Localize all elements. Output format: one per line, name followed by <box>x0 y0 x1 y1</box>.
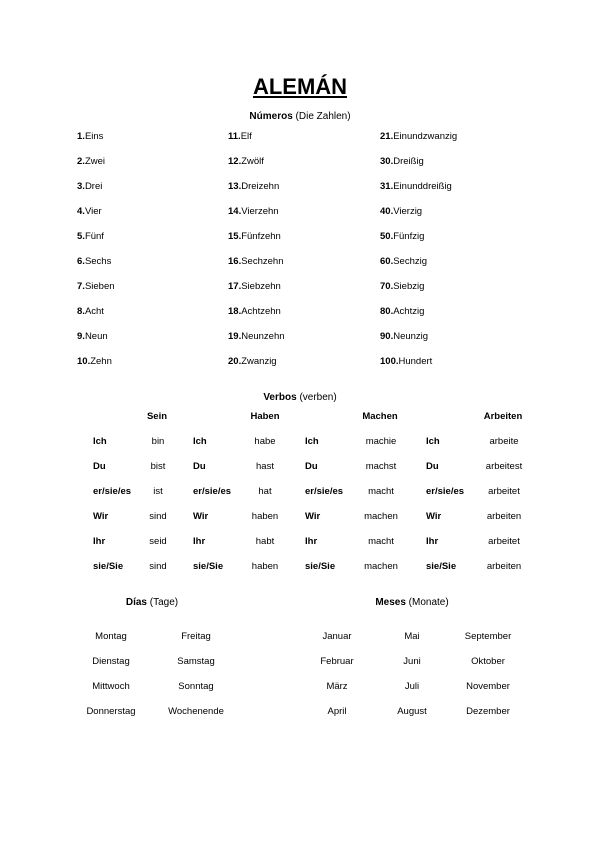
verb-header: Haben <box>250 411 280 422</box>
days-heading <box>126 597 178 608</box>
number-digit: 9. <box>77 331 85 342</box>
verb-pronoun: Du <box>193 461 206 472</box>
number-digit: 14. <box>228 206 242 217</box>
number-word: Neunzehn <box>241 331 285 342</box>
month-item: August <box>397 706 427 717</box>
verb-form: arbeitet <box>488 486 520 497</box>
number-item <box>228 331 285 342</box>
month-item: Dezember <box>466 706 510 717</box>
number-word: Elf <box>240 131 252 142</box>
number-item <box>228 256 283 267</box>
day-item: Montag <box>95 631 127 642</box>
number-item <box>77 306 104 317</box>
verb-form: machst <box>365 461 397 472</box>
day-item: Dienstag <box>92 656 130 667</box>
number-digit: 10. <box>77 356 91 367</box>
month-item: Januar <box>322 631 352 642</box>
number-digit: 15. <box>228 231 242 242</box>
verb-pronoun: Ich <box>93 436 107 447</box>
number-item <box>77 331 108 342</box>
verb-form: arbeitest <box>485 461 523 472</box>
number-item <box>228 281 281 292</box>
verb-form: macht <box>368 486 394 497</box>
number-word: Zwölf <box>241 156 264 167</box>
verb-form: machie <box>365 436 397 447</box>
verb-form: macht <box>368 536 394 547</box>
verb-form: haben <box>251 511 279 522</box>
number-digit: 70. <box>380 281 394 292</box>
number-digit: 7. <box>77 281 85 292</box>
number-word: Siebzehn <box>241 281 281 292</box>
verb-form: seid <box>149 536 167 547</box>
day-item: Freitag <box>181 631 211 642</box>
number-item <box>380 181 452 192</box>
number-digit: 80. <box>380 306 394 317</box>
verb-pronoun: Wir <box>93 511 109 522</box>
numbers-heading <box>0 111 600 122</box>
number-digit: 90. <box>380 331 394 342</box>
day-item: Wochenende <box>168 706 224 717</box>
verb-form: hat <box>258 486 272 497</box>
number-digit: 12. <box>228 156 242 167</box>
verb-form: arbeite <box>489 436 519 447</box>
verb-pronoun: Ich <box>426 436 440 447</box>
verb-form: arbeitet <box>488 536 520 547</box>
number-word: Vier <box>84 206 102 217</box>
number-word: Sechs <box>84 256 112 267</box>
verb-pronoun: er/sie/es <box>305 486 344 497</box>
verb-pronoun: Du <box>93 461 106 472</box>
days-heading-sub: (Tage) <box>147 597 179 608</box>
number-item <box>77 181 102 192</box>
verbs-heading-sub: (verben) <box>296 392 337 403</box>
number-word: Sechzehn <box>241 256 284 267</box>
number-item <box>77 356 112 367</box>
days-heading-label: Días <box>125 597 147 608</box>
verb-form: ist <box>153 486 163 497</box>
verb-form: machen <box>364 511 398 522</box>
number-digit: 16. <box>228 256 242 267</box>
month-item: Februar <box>320 656 354 667</box>
number-item <box>228 206 279 217</box>
number-digit: 8. <box>77 306 85 317</box>
day-item: Donnerstag <box>86 706 136 717</box>
number-digit: 6. <box>77 256 85 267</box>
verb-form: habt <box>255 536 275 547</box>
numbers-heading-sub: (Die Zahlen) <box>292 111 351 122</box>
number-digit: 19. <box>228 331 242 342</box>
number-word: Einunddreißig <box>393 181 452 192</box>
number-item <box>380 131 457 142</box>
number-item <box>380 231 424 242</box>
verb-pronoun: Du <box>426 461 439 472</box>
number-digit: 60. <box>380 256 394 267</box>
number-word: Vierzehn <box>241 206 279 217</box>
number-digit: 11. <box>228 131 241 142</box>
numbers-heading-label: Números <box>249 111 293 122</box>
verb-pronoun: Ihr <box>426 536 439 547</box>
month-item: November <box>466 681 510 692</box>
verb-form: sind <box>149 561 167 572</box>
verb-header: Machen <box>362 411 398 422</box>
number-digit: 5. <box>77 231 85 242</box>
page-title: ALEMÁN <box>252 74 348 99</box>
number-word: Zehn <box>90 356 112 367</box>
number-item <box>380 356 432 367</box>
number-word: Dreizehn <box>241 181 280 192</box>
verb-form: bist <box>150 461 166 472</box>
number-item <box>77 206 102 217</box>
verb-pronoun: er/sie/es <box>93 486 132 497</box>
number-word: Sieben <box>84 281 115 292</box>
verb-pronoun: sie/Sie <box>93 561 124 572</box>
number-word: Fünf <box>84 231 104 242</box>
number-word: Achtzehn <box>241 306 281 317</box>
number-word: Fünfzehn <box>241 231 281 242</box>
number-item <box>380 156 424 167</box>
number-word: Dreißig <box>393 156 424 167</box>
number-digit: 13. <box>228 181 242 192</box>
number-word: Achtzig <box>393 306 425 317</box>
verb-header: Sein <box>146 411 168 422</box>
number-digit: 4. <box>77 206 85 217</box>
number-digit: 3. <box>77 181 85 192</box>
number-digit: 31. <box>380 181 394 192</box>
day-item: Samstag <box>177 656 215 667</box>
months-heading <box>375 597 448 608</box>
number-word: Einundzwanzig <box>393 131 458 142</box>
number-digit: 18. <box>228 306 242 317</box>
verb-pronoun: Ich <box>193 436 207 447</box>
number-word: Siebzig <box>393 281 425 292</box>
verb-pronoun: Ihr <box>193 536 206 547</box>
verb-form: arbeiten <box>486 561 522 572</box>
number-word: Eins <box>84 131 104 142</box>
number-item <box>77 231 104 242</box>
verb-header: Arbeiten <box>483 411 523 422</box>
number-word: Drei <box>84 181 103 192</box>
number-item <box>77 156 105 167</box>
number-item <box>380 306 424 317</box>
number-digit: 2. <box>77 156 85 167</box>
number-digit: 100. <box>380 356 399 367</box>
number-word: Neunzig <box>393 331 429 342</box>
verb-pronoun: sie/Sie <box>426 561 457 572</box>
number-word: Acht <box>84 306 104 317</box>
day-item: Mittwoch <box>92 681 130 692</box>
number-word: Zwei <box>84 156 105 167</box>
verb-pronoun: Wir <box>426 511 442 522</box>
number-item <box>228 306 281 317</box>
number-digit: 17. <box>228 281 242 292</box>
month-item: Juni <box>403 656 421 667</box>
verb-form: habe <box>254 436 276 447</box>
number-item <box>380 256 427 267</box>
number-digit: 40. <box>380 206 394 217</box>
verb-form: machen <box>364 561 398 572</box>
month-item: April <box>327 706 347 717</box>
number-word: Neun <box>84 331 108 342</box>
number-word: Zwanzig <box>241 356 277 367</box>
verb-pronoun: Du <box>305 461 318 472</box>
number-item <box>77 256 111 267</box>
number-item <box>380 331 428 342</box>
month-item: März <box>326 681 348 692</box>
verb-form: hast <box>256 461 274 472</box>
number-digit: 30. <box>380 156 394 167</box>
verb-pronoun: Wir <box>193 511 209 522</box>
number-digit: 21. <box>380 131 394 142</box>
month-item: September <box>464 631 512 642</box>
number-digit: 50. <box>380 231 394 242</box>
number-word: Sechzig <box>393 256 428 267</box>
number-item <box>228 181 279 192</box>
month-item: Juli <box>404 681 420 692</box>
number-item <box>77 131 103 142</box>
number-word: Fünfzig <box>393 231 425 242</box>
number-item <box>228 156 264 167</box>
number-digit: 1. <box>77 131 85 142</box>
verb-pronoun: Ihr <box>93 536 106 547</box>
number-item <box>228 131 252 142</box>
month-item: Oktober <box>471 656 505 667</box>
number-word: Hundert <box>398 356 433 367</box>
verb-form: arbeiten <box>486 511 522 522</box>
verb-form: sind <box>149 511 167 522</box>
number-word: Vierzig <box>393 206 423 217</box>
verb-pronoun: Ihr <box>305 536 318 547</box>
month-item: Mai <box>404 631 420 642</box>
number-item <box>228 356 277 367</box>
verb-pronoun: sie/Sie <box>305 561 336 572</box>
verbs-heading <box>0 392 600 403</box>
verb-pronoun: er/sie/es <box>193 486 232 497</box>
months-heading-label: Meses <box>375 597 406 608</box>
number-item <box>77 281 115 292</box>
verb-form: bin <box>151 436 165 447</box>
verbs-heading-label: Verbos <box>263 392 297 403</box>
verb-pronoun: er/sie/es <box>426 486 465 497</box>
number-item <box>228 231 281 242</box>
verb-pronoun: sie/Sie <box>193 561 224 572</box>
verb-pronoun: Ich <box>305 436 319 447</box>
day-item: Sonntag <box>178 681 214 692</box>
verb-pronoun: Wir <box>305 511 321 522</box>
number-item <box>380 206 422 217</box>
verb-form: haben <box>251 561 279 572</box>
number-item <box>380 281 424 292</box>
number-digit: 20. <box>228 356 242 367</box>
months-heading-sub: (Monate) <box>405 597 449 608</box>
